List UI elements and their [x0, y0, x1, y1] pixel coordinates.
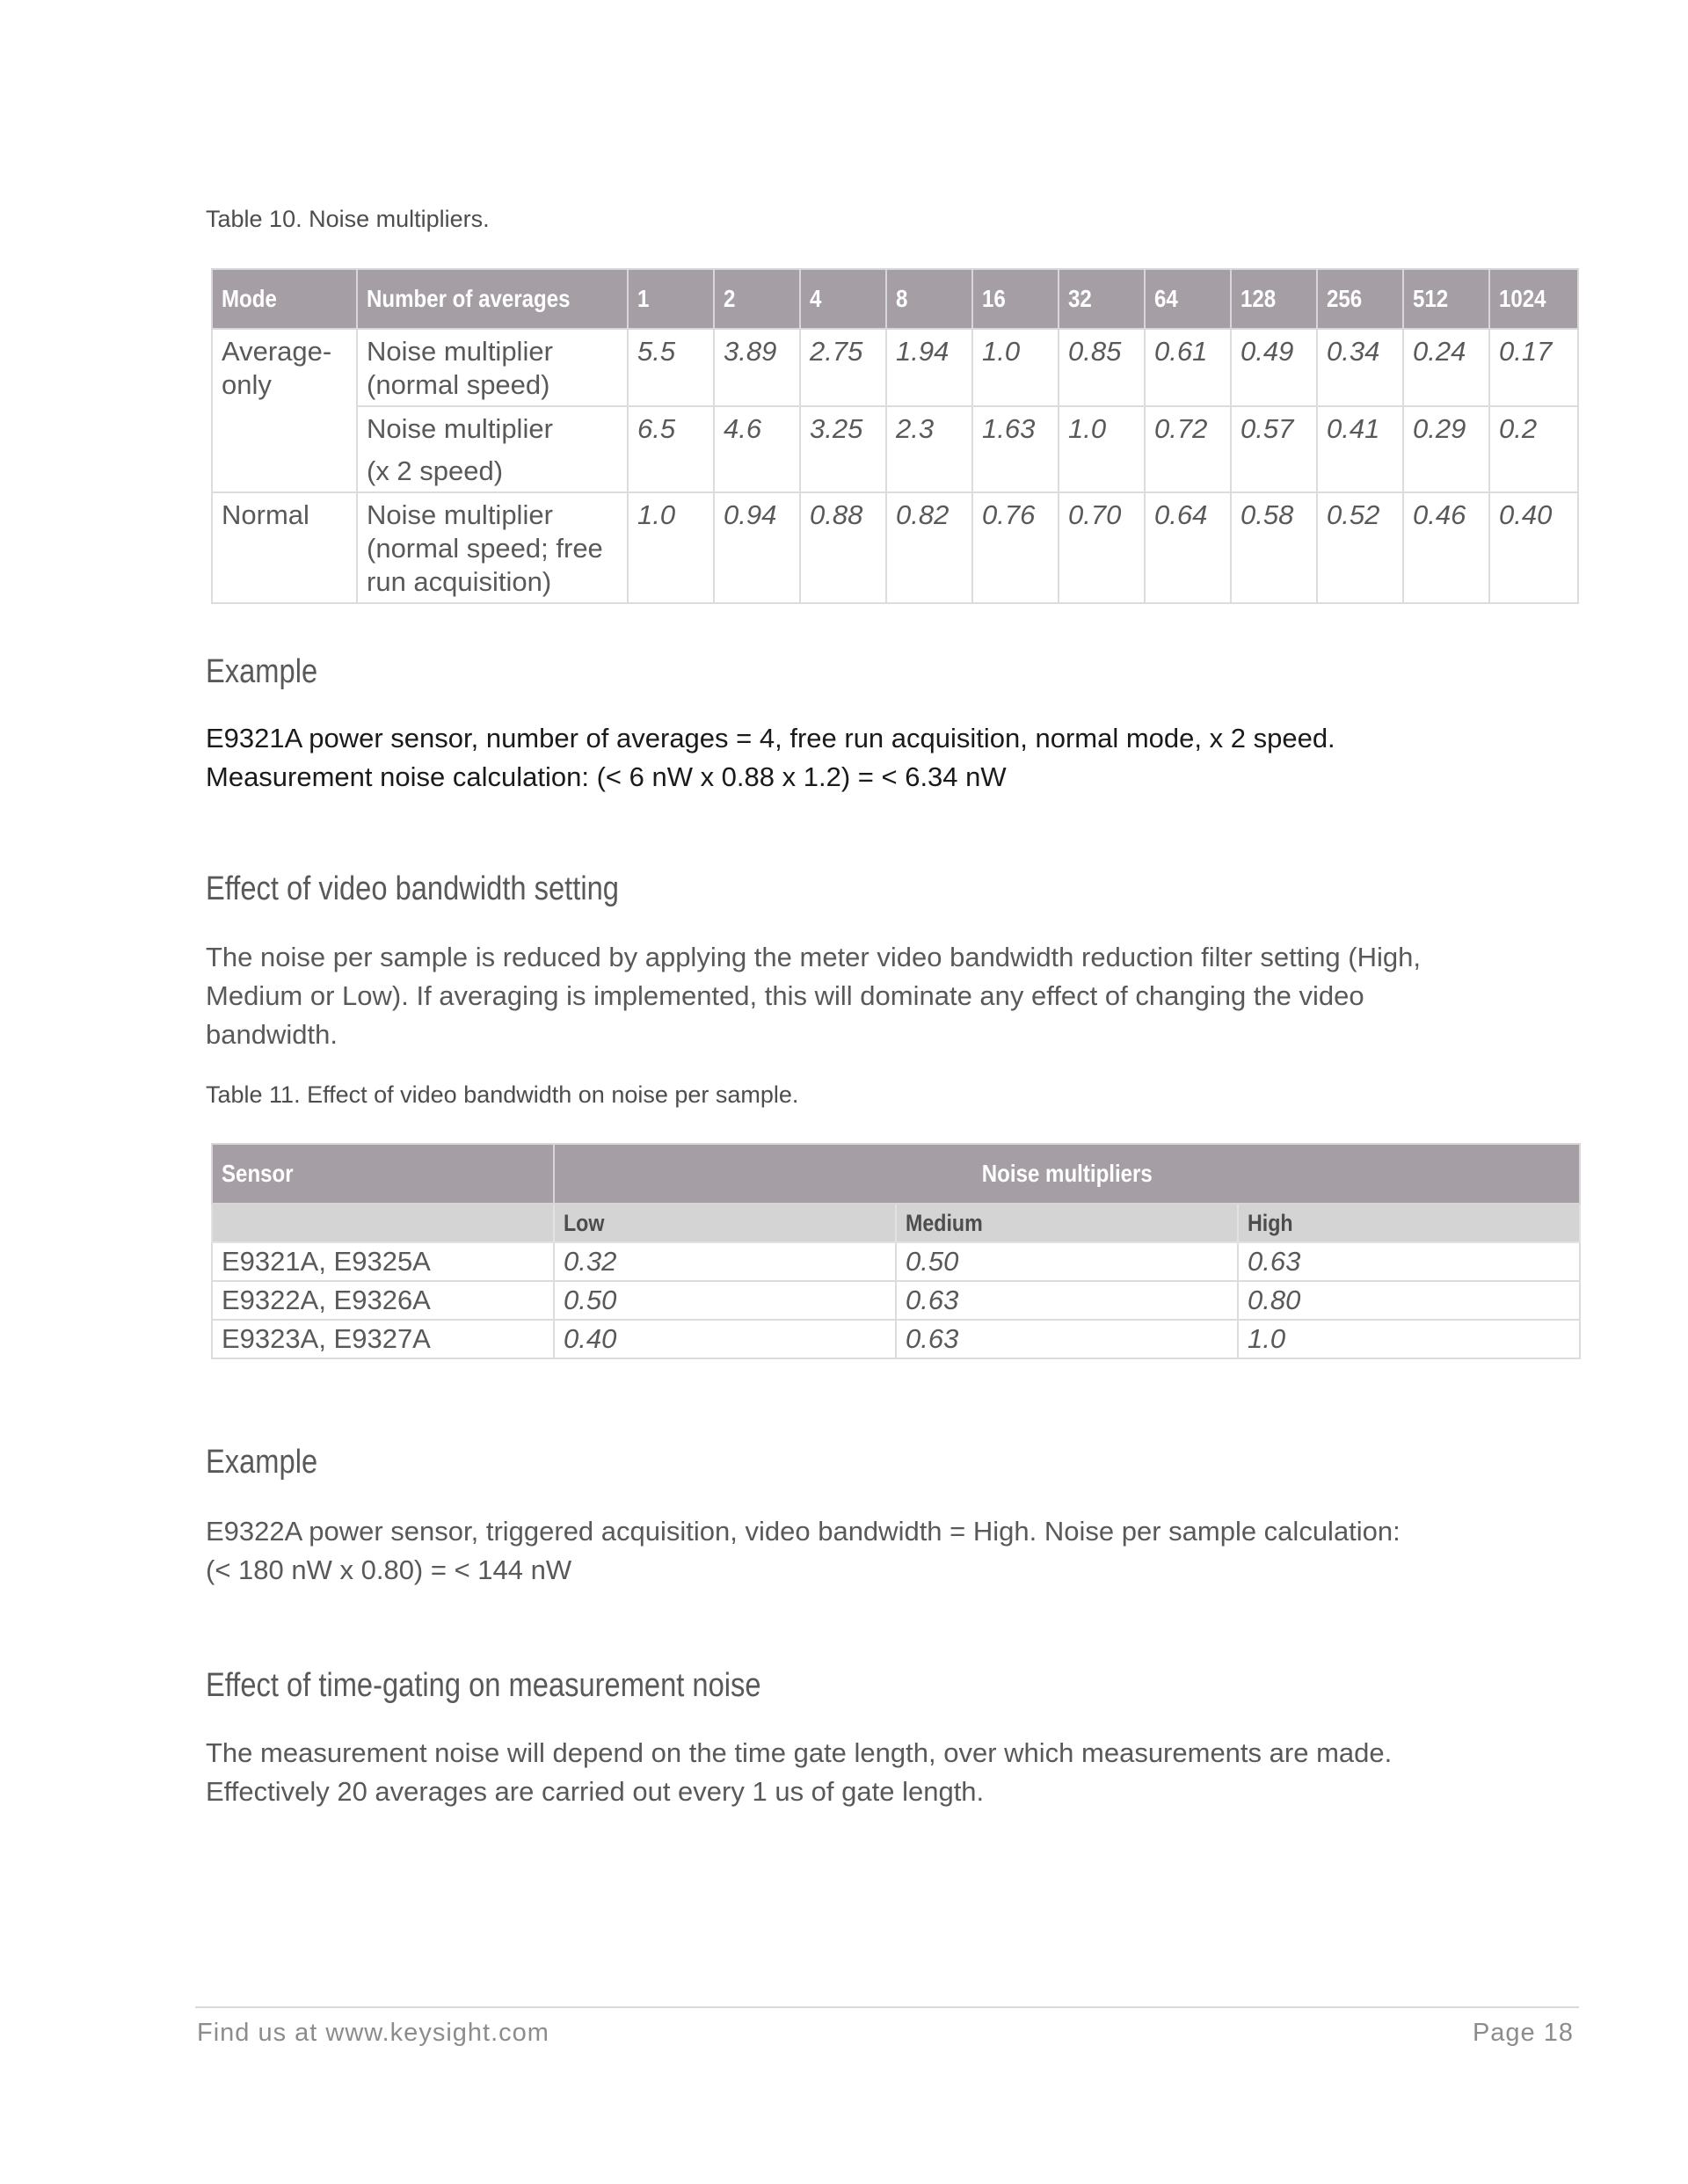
value-cell: 0.61 [1145, 329, 1231, 406]
example-line: E9322A power sensor, triggered acquisition, video bandwidth = High. Noise per sample calculation: [206, 1516, 1401, 1547]
header-cell: 1024 [1489, 269, 1578, 329]
header-cell: 8 [886, 269, 972, 329]
header-cell: 128 [1231, 269, 1317, 329]
value-cell: 1.63 [972, 406, 1059, 492]
value-cell: 0.57 [1231, 406, 1317, 492]
noise-multipliers-table [211, 268, 1579, 604]
table-row [212, 492, 1578, 603]
value-cell: 1.94 [886, 329, 972, 406]
subheader-cell: High [1238, 1204, 1580, 1242]
value-cell: 0.85 [1059, 329, 1145, 406]
value-cell: 0.34 [1317, 329, 1403, 406]
example-line: E9321A power sensor, number of averages = 4, free run acquisition, normal mode, x 2 speed. [206, 723, 1335, 753]
value-cell: 3.89 [714, 329, 800, 406]
header-cell: 1 [628, 269, 714, 329]
example-text [206, 1512, 1524, 1590]
value-cell: 0.32 [554, 1242, 896, 1281]
mode-cell: Average-only [212, 329, 357, 492]
value-cell: 6.5 [628, 406, 714, 492]
section-heading-time-gating: Effect of time-gating on measurement noise [206, 1667, 761, 1704]
value-cell: 1.0 [628, 492, 714, 603]
table-header-row [212, 269, 1578, 329]
section-heading-video-bandwidth: Effect of video bandwidth setting [206, 870, 619, 907]
example-text [206, 719, 1524, 797]
label-line: (x 2 speed) [367, 455, 504, 486]
value-cell: 4.6 [714, 406, 800, 492]
label-cell: Noise multiplier (normal speed) [357, 329, 628, 406]
subheader-cell [212, 1204, 554, 1242]
example-line: (< 180 nW x 0.80) = < 144 nW [206, 1554, 572, 1585]
value-cell: 5.5 [628, 329, 714, 406]
value-cell: 0.70 [1059, 492, 1145, 603]
value-cell: 0.40 [1489, 492, 1578, 603]
value-cell: 0.50 [896, 1242, 1238, 1281]
value-cell: 0.63 [896, 1281, 1238, 1320]
table11-caption: Table 11. Effect of video bandwidth on noise per sample. [206, 1081, 799, 1108]
table-row [212, 1242, 1580, 1281]
label-cell [357, 406, 628, 492]
header-cell: 64 [1145, 269, 1231, 329]
header-cell-sensor: Sensor [212, 1144, 554, 1204]
footer-divider [195, 2006, 1579, 2008]
value-cell: 1.0 [1059, 406, 1145, 492]
footer-page-number: Page 18 [1472, 2019, 1574, 2047]
subheader-cell: Medium [896, 1204, 1238, 1242]
value-cell: 0.82 [886, 492, 972, 603]
value-cell: 0.29 [1403, 406, 1489, 492]
table-row [212, 1281, 1580, 1320]
value-cell: 0.76 [972, 492, 1059, 603]
value-cell: 0.63 [1238, 1242, 1580, 1281]
value-cell: 0.63 [896, 1320, 1238, 1358]
header-cell: 32 [1059, 269, 1145, 329]
value-cell: 0.94 [714, 492, 800, 603]
subheader-cell: Low [554, 1204, 896, 1242]
header-cell: 512 [1403, 269, 1489, 329]
value-cell: 0.40 [554, 1320, 896, 1358]
sensor-cell: E9323A, E9327A [212, 1320, 554, 1358]
label-cell: Noise multiplier (normal speed; free run acquisition) [357, 492, 628, 603]
value-cell: 2.3 [886, 406, 972, 492]
value-cell: 0.49 [1231, 329, 1317, 406]
value-cell: 0.58 [1231, 492, 1317, 603]
label-line: Noise multiplier [367, 413, 553, 444]
header-cell-noise-multipliers: Noise multipliers [554, 1144, 1580, 1204]
table-subheader-row [212, 1204, 1580, 1242]
video-bandwidth-table [211, 1143, 1581, 1359]
header-cell: Number of averages [357, 269, 628, 329]
footer-website-link[interactable]: Find us at www.keysight.com [197, 2019, 549, 2047]
header-cell: 2 [714, 269, 800, 329]
value-cell: 0.52 [1317, 492, 1403, 603]
video-bandwidth-paragraph: The noise per sample is reduced by applying the meter video bandwidth reduction filter setting (High, Medium or Low). If averaging is implemented, this will dominate any effect of changing the video bandwidth. [206, 942, 1421, 1050]
mode-cell: Normal [212, 492, 357, 603]
table-row [212, 406, 1578, 492]
sensor-cell: E9321A, E9325A [212, 1242, 554, 1281]
value-cell: 1.0 [972, 329, 1059, 406]
header-cell: Mode [212, 269, 357, 329]
table-header-row [212, 1144, 1580, 1204]
example-heading: Example [206, 1444, 318, 1481]
value-cell: 0.2 [1489, 406, 1578, 492]
value-cell: 0.41 [1317, 406, 1403, 492]
value-cell: 2.75 [800, 329, 886, 406]
example-heading: Example [206, 653, 318, 690]
paragraph-line: Effectively 20 averages are carried out every 1 us of gate length. [206, 1776, 985, 1807]
value-cell: 0.64 [1145, 492, 1231, 603]
sensor-cell: E9322A, E9326A [212, 1281, 554, 1320]
value-cell: 0.72 [1145, 406, 1231, 492]
value-cell: 0.88 [800, 492, 886, 603]
value-cell: 0.24 [1403, 329, 1489, 406]
header-cell: 256 [1317, 269, 1403, 329]
value-cell: 1.0 [1238, 1320, 1580, 1358]
table10-caption: Table 10. Noise multipliers. [206, 206, 490, 232]
value-cell: 0.17 [1489, 329, 1578, 406]
value-cell: 0.50 [554, 1281, 896, 1320]
header-cell: 16 [972, 269, 1059, 329]
table-row [212, 329, 1578, 406]
time-gating-paragraph [206, 1734, 1524, 1811]
value-cell: 0.80 [1238, 1281, 1580, 1320]
value-cell: 0.46 [1403, 492, 1489, 603]
example-line: Measurement noise calculation: (< 6 nW x 0.88 x 1.2) = < 6.34 nW [206, 761, 1007, 792]
value-cell: 3.25 [800, 406, 886, 492]
table-row [212, 1320, 1580, 1358]
header-cell: 4 [800, 269, 886, 329]
paragraph-line: The measurement noise will depend on the time gate length, over which measurements are made. [206, 1737, 1393, 1768]
